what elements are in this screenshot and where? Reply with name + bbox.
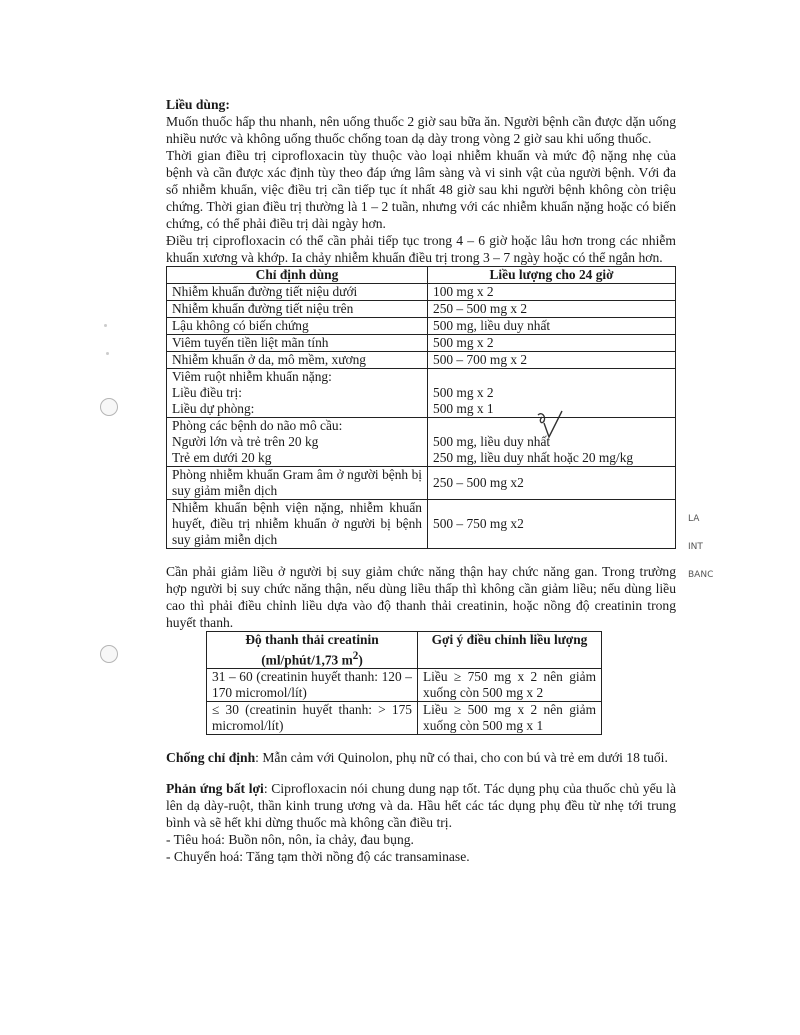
contraindication-text: : Mẫn cảm với Quinolon, phụ nữ có thai, cho con bú và trẻ em dưới 18 tuổi. — [255, 750, 668, 766]
adjustment-cell: Liều ≥ 500 mg x 2 nên giảm xuống còn 500 mg x 1 — [418, 702, 602, 735]
stamp-line: INT — [688, 542, 703, 552]
table-row — [167, 335, 676, 352]
adverse-item: - Tiêu hoá: Buồn nôn, nôn, ỉa chảy, đau bụng. — [166, 832, 414, 848]
table-row — [167, 418, 676, 467]
table-row — [207, 669, 602, 702]
document-page — [166, 96, 676, 865]
indication-cell: Viêm tuyến tiền liệt mãn tính — [167, 335, 428, 352]
header-line: (ml/phút/1,73 m — [261, 652, 353, 668]
dose-cell: 500 – 750 mg x2 — [428, 500, 676, 549]
table-row — [167, 301, 676, 318]
stamp-fragment — [688, 505, 728, 585]
crcl-cell: 31 – 60 (creatinin huyết thanh: 120 – 170 micromol/lít) — [207, 669, 418, 702]
indication-dose-table — [166, 266, 676, 549]
stamp-line: BANC — [688, 570, 714, 580]
indication-sub: Trẻ em dưới 20 kg — [172, 450, 272, 465]
table-row — [167, 500, 676, 549]
column-header: Độ thanh thải creatinin (ml/phút/1,73 $m^2$) — [207, 632, 418, 669]
dose-value: 500 mg x 2 — [433, 385, 494, 400]
adverse-paragraph — [166, 780, 676, 831]
table-header-row — [207, 632, 602, 669]
indication-cell: Nhiễm khuẩn đường tiết niệu dưới — [167, 284, 428, 301]
table-row — [167, 369, 676, 418]
indication-title: Viêm ruột nhiễm khuẩn nặng: — [172, 369, 332, 384]
dose-cell: 100 mg x 2 — [428, 284, 676, 301]
dose-cell: 500 mg, liều duy nhất — [428, 318, 676, 335]
dose-cell: 250 – 500 mg x2 — [428, 467, 676, 500]
dosage-paragraph: Muốn thuốc hấp thu nhanh, nên uống thuốc 2 giờ sau bữa ăn. Người bệnh cần được dặn uống nhiều nước và không uống thuốc chống toan dạ dày trong vòng 2 giờ sau khi uống thuốc. — [166, 114, 676, 146]
indication-cell: Nhiễm khuẩn bệnh viện nặng, nhiễm khuẩn huyết, điều trị nhiễm khuẩn ở người bị bệnh suy giảm miễn dịch — [167, 500, 428, 549]
dose-value: 250 mg, liều duy nhất hoặc 20 mg/kg — [433, 450, 634, 465]
dose-cell: 500 mg x 2 — [428, 335, 676, 352]
indication-sub: Liều dự phòng: — [172, 401, 255, 416]
contraindication-label: Chống chỉ định — [166, 750, 256, 766]
crcl-cell: ≤ 30 (creatinin huyết thanh: > 175 micromol/lít) — [207, 702, 418, 735]
speck — [104, 324, 107, 327]
indication-cell: Lậu không có biến chứng — [167, 318, 428, 335]
dose-cell — [428, 418, 676, 467]
header-line: Độ thanh thải creatinin — [245, 632, 379, 647]
stamp-line: LA — [688, 514, 700, 524]
punch-hole-bottom — [100, 645, 118, 663]
header-superscript: 2 — [352, 650, 359, 662]
punch-hole-top — [100, 398, 118, 416]
dose-cell — [428, 369, 676, 418]
table-row — [167, 467, 676, 500]
indication-cell: Nhiễm khuẩn ở da, mô mềm, xương — [167, 352, 428, 369]
dose-cell: 500 – 700 mg x 2 — [428, 352, 676, 369]
column-header: Gợi ý điều chỉnh liều lượng — [418, 632, 602, 669]
table-row — [167, 318, 676, 335]
adverse-text: : Ciprofloxacin nói chung dung nạp tốt. Tác dụng phụ của thuốc chủ yếu là lên dạ dày-ruột, thần kinh trung ương và da. Hầu hết các tác dụng phụ đều từ nhẹ tới trung bình và sẽ hết khi dừng thuốc mà không cần điều trị. — [166, 781, 676, 831]
table-row — [167, 352, 676, 369]
adverse-item: - Chuyển hoá: Tăng tạm thời nồng độ các transaminase. — [166, 849, 470, 865]
indication-sub: Liều điều trị: — [172, 385, 242, 400]
speck — [106, 352, 109, 355]
dosage-paragraph: Thời gian điều trị ciprofloxacin tùy thuộc vào loại nhiễm khuẩn và mức độ nặng nhẹ của bệnh và cần được xác định tùy theo đáp ứng lâm sàng và vi sinh vật của người bệnh. Với đa số nhiễm khuẩn, việc điều trị cần tiếp tục ít nhất 48 giờ sau khi người bệnh không còn triệu chứng. Thời gian điều trị thường là 1 – 2 tuần, nhưng với các nhiễm khuẩn nặng hoặc có biến chứng, có thể phải điều trị dài ngày hơn. — [166, 148, 676, 231]
dosage-heading: Liều dùng: — [166, 97, 230, 112]
table-row — [207, 702, 602, 735]
dose-value: 500 mg x 1 — [433, 401, 494, 416]
column-header: Chỉ định dùng — [167, 267, 428, 284]
indication-cell: Phòng nhiễm khuẩn Gram âm ở người bệnh bị suy giảm miễn dịch — [167, 467, 428, 500]
indication-title: Phòng các bệnh do não mô cầu: — [172, 418, 343, 433]
table-row — [167, 284, 676, 301]
adverse-label: Phản ứng bất lợi — [166, 781, 264, 797]
indication-cell — [167, 418, 428, 467]
renal-paragraph: Cần phải giảm liều ở người bị suy giảm chức năng thận hay chức năng gan. Trong trường hợp người bị suy chức năng thận, nếu dùng liều thấp thì không cần giảm liều; nếu dùng liều cao thì phải điều chỉnh liều dựa vào độ thanh thải creatinin, hoặc nồng độ creatinin trong huyết thanh. — [166, 564, 676, 630]
table-header-row — [167, 267, 676, 284]
indication-sub: Người lớn và trẻ trên 20 kg — [172, 434, 319, 449]
column-header: Liều lượng cho 24 giờ — [428, 267, 676, 284]
dosage-paragraph: Điều trị ciprofloxacin có thể cần phải tiếp tục trong 4 – 6 giờ hoặc lâu hơn trong các nhiễm khuẩn xương và khớp. Ia chảy nhiễm khuẩn điều trị trong 3 – 7 ngày hoặc có thể ngắn hơn. — [166, 233, 676, 265]
dose-value: 500 mg, liều duy nhất — [433, 434, 551, 449]
contraindication-paragraph — [166, 749, 676, 766]
dose-cell: 250 – 500 mg x 2 — [428, 301, 676, 318]
renal-adjustment-table — [206, 631, 602, 735]
indication-cell — [167, 369, 428, 418]
indication-cell: Nhiễm khuẩn đường tiết niệu trên — [167, 301, 428, 318]
adjustment-cell: Liều ≥ 750 mg x 2 nên giảm xuống còn 500 mg x 2 — [418, 669, 602, 702]
